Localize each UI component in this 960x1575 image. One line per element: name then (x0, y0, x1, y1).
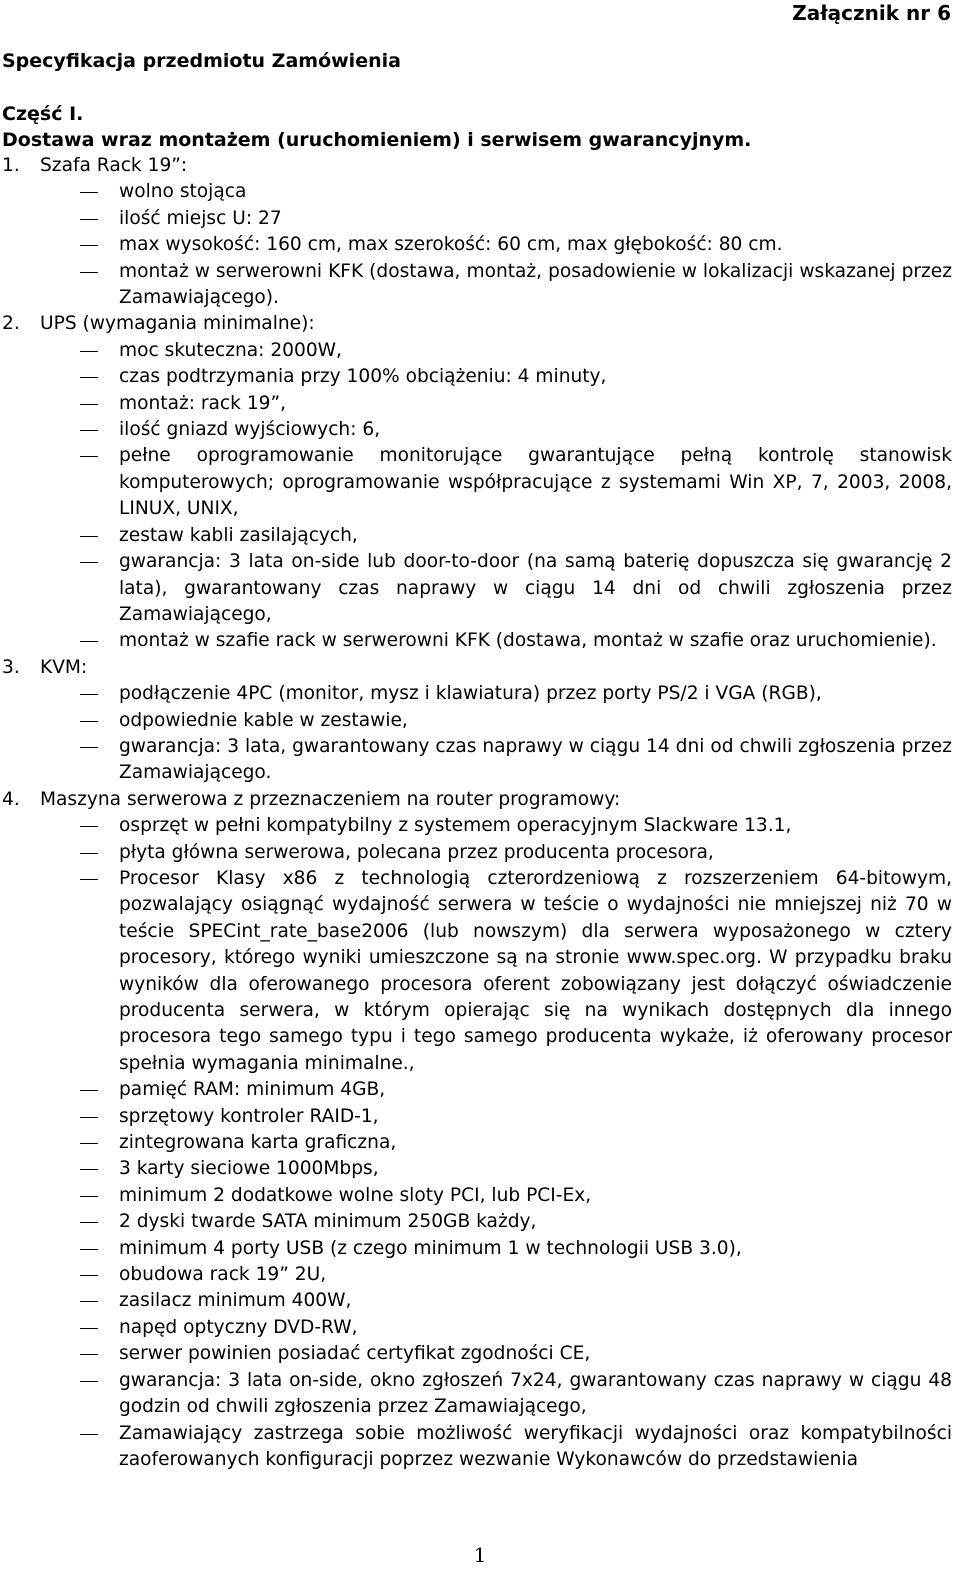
list-item (2, 549, 952, 628)
section-number: 2. (2, 313, 20, 335)
part-heading: Część I. (2, 103, 84, 125)
list-item-text: Procesor Klasy x86 z technologią czterordzeniową z rozszerzeniem 64-bitowym, pozwalający osiągnąć wydajność serwera w teście o wydajności nie mniejszej niż 70 w teście SPECint_rate_base2006 (lub nowszym) dla serwera wyposażonego w cztery procesory, którego wyniki umieszczone są na stronie www.spec.org. W przypadku braku wyników dla oferowanego procesora oferent zobowiązany jest dołączyć oświadczenie producenta serwera, w którym opierając się na wynikach dostępnych dla innego procesora tego samego typu i tego samego producenta wykaże, iż oferowany procesor spełnia wymagania minimalne., (119, 867, 952, 1074)
dash-bullet-icon (80, 456, 98, 457)
dash-bullet-icon (80, 219, 98, 220)
list-item (2, 1209, 952, 1235)
dash-bullet-icon (80, 694, 98, 695)
dash-bullet-icon (80, 747, 98, 748)
dash-bullet-icon (80, 245, 98, 246)
list-item-text: gwarancja: 3 lata, gwarantowany czas naprawy w ciągu 14 dni od chwili zgłoszenia przez Zamawiającego. (119, 735, 952, 784)
list-item-text: napęd optyczny DVD-RW, (119, 1316, 358, 1338)
dash-bullet-icon (80, 641, 98, 642)
dash-bullet-icon (80, 1090, 98, 1091)
list-item-text: sprzętowy kontroler RAID-1, (119, 1105, 379, 1127)
list-item-text: serwer powinien posiadać certyfikat zgodności CE, (119, 1343, 591, 1365)
list-item-text: obudowa rack 19” 2U, (119, 1264, 327, 1286)
document-title: Specyfikacja przedmiotu Zamówienia (2, 50, 401, 72)
dash-bullet-icon (80, 404, 98, 405)
list-item-text: płyta główna serwerowa, polecana przez producenta procesora, (119, 841, 714, 863)
list-item (2, 734, 952, 787)
dash-bullet-icon (80, 1196, 98, 1197)
dash-bullet-icon (80, 430, 98, 431)
section-heading (2, 153, 952, 179)
dash-bullet-icon (80, 853, 98, 854)
list-item-text: pamięć RAM: minimum 4GB, (119, 1079, 386, 1101)
list-item (2, 840, 952, 866)
list-item-text: gwarancja: 3 lata on-side, okno zgłoszeń 7x24, gwarantowany czas naprawy w ciągu 48 godzin od chwili zgłoszenia przez Zamawiającego, (119, 1369, 952, 1418)
list-item (2, 338, 952, 364)
section-heading (2, 311, 952, 337)
list-item (2, 1156, 952, 1182)
dash-bullet-icon (80, 826, 98, 827)
list-item (2, 1421, 952, 1474)
spec-section (2, 153, 952, 311)
list-item-text: zestaw kabli zasilających, (119, 524, 358, 546)
dash-bullet-icon (80, 1275, 98, 1276)
dash-bullet-icon (80, 1249, 98, 1250)
dash-bullet-icon (80, 1169, 98, 1170)
list-item-text: czas podtrzymania przy 100% obciążeniu: 4 minuty, (119, 366, 607, 388)
list-item-text: osprzęt w pełni kompatybilny z systemem operacyjnym Slackware 13.1, (119, 815, 792, 837)
dash-bullet-icon (80, 1354, 98, 1355)
section-heading (2, 655, 952, 681)
section-title: Maszyna serwerowa z przeznaczeniem na router programowy: (40, 788, 621, 810)
section-heading (2, 787, 952, 813)
list-item-text: ilość gniazd wyjściowych: 6, (119, 419, 381, 441)
list-item-text: wolno stojąca (119, 181, 247, 203)
list-item (2, 523, 952, 549)
list-item-text: gwarancja: 3 lata on-side lub door-to-door (na samą baterię dopuszcza się gwarancję 2 lata), gwarantowany czas naprawy w ciągu 14 dni od chwili zgłoszenia przez Zamawiającego, (119, 551, 952, 625)
list-item (2, 206, 952, 232)
list-item-text: ilość miejsc U: 27 (119, 207, 282, 229)
list-item-text: minimum 4 porty USB (z czego minimum 1 w technologii USB 3.0), (119, 1237, 742, 1259)
delivery-heading: Dostawa wraz montażem (uruchomieniem) i serwisem gwarancyjnym. (2, 129, 752, 151)
section-number: 4. (2, 788, 20, 810)
list-item (2, 259, 952, 312)
list-item-text: odpowiednie kable w zestawie, (119, 709, 408, 731)
dash-bullet-icon (80, 721, 98, 722)
list-item (2, 1315, 952, 1341)
list-item-text: montaż w szafie rack w serwerowni KFK (dostawa, montaż w szafie oraz uruchomienie). (119, 630, 937, 652)
list-item (2, 364, 952, 390)
list-item-text: zintegrowana karta graficzna, (119, 1132, 397, 1154)
list-item (2, 391, 952, 417)
specification-list (2, 153, 952, 1473)
list-item (2, 813, 952, 839)
dash-bullet-icon (80, 1117, 98, 1118)
list-item (2, 866, 952, 1077)
section-title: UPS (wymagania minimalne): (40, 313, 315, 335)
list-item-text: pełne oprogramowanie monitorujące gwarantujące pełną kontrolę stanowisk komputerowych; oprogramowanie współpracujące z systemami Win XP, 7, 2003, 2008, LINUX, UNIX, (119, 445, 952, 520)
dash-bullet-icon (80, 1222, 98, 1223)
list-item (2, 1262, 952, 1288)
section-title: Szafa Rack 19”: (40, 155, 188, 176)
list-item (2, 443, 952, 522)
spec-section (2, 655, 952, 787)
list-item-text: Zamawiający zastrzega sobie możliwość weryfikacji wydajności oraz kompatybilności zaoferowanych konfiguracji poprzez wezwanie Wykonawców do przedstawienia (119, 1422, 952, 1470)
list-item (2, 681, 952, 707)
list-item-text: montaż: rack 19”, (119, 392, 287, 414)
list-item (2, 708, 952, 734)
list-item-text: minimum 2 dodatkowe wolne sloty PCI, lub PCI-Ex, (119, 1184, 592, 1206)
list-item-text: 2 dyski twarde SATA minimum 250GB każdy, (119, 1211, 537, 1233)
dash-bullet-icon (80, 1434, 98, 1435)
page-number: 1 (473, 1543, 487, 1567)
list-item (2, 1183, 952, 1209)
list-item-text: 3 karty sieciowe 1000Mbps, (119, 1158, 379, 1180)
list-item (2, 417, 952, 443)
list-item (2, 1236, 952, 1262)
section-title: KVM: (40, 656, 88, 678)
spec-section (2, 311, 952, 654)
list-item (2, 1368, 952, 1421)
list-item (2, 1077, 952, 1103)
list-item (2, 1130, 952, 1156)
section-number: 1. (2, 155, 20, 176)
section-number: 3. (2, 656, 20, 678)
list-item (2, 628, 952, 654)
dash-bullet-icon (80, 272, 98, 273)
dash-bullet-icon (80, 351, 98, 352)
list-item (2, 1288, 952, 1314)
dash-bullet-icon (80, 1143, 98, 1144)
list-item (2, 179, 952, 205)
dash-bullet-icon (80, 879, 98, 880)
attachment-label: Załącznik nr 6 (792, 1, 951, 25)
dash-bullet-icon (80, 1381, 98, 1382)
dash-bullet-icon (80, 192, 98, 193)
dash-bullet-icon (80, 536, 98, 537)
list-item (2, 1341, 952, 1367)
dash-bullet-icon (80, 1328, 98, 1329)
list-item-text: moc skuteczna: 2000W, (119, 339, 342, 361)
list-item-text: zasilacz minimum 400W, (119, 1290, 352, 1312)
dash-bullet-icon (80, 1301, 98, 1302)
list-item-text: podłączenie 4PC (monitor, mysz i klawiatura) przez porty PS/2 i VGA (RGB), (119, 683, 822, 705)
dash-bullet-icon (80, 562, 98, 563)
dash-bullet-icon (80, 377, 98, 378)
list-item-text: max wysokość: 160 cm, max szerokość: 60 cm, max głębokość: 80 cm. (119, 234, 783, 256)
spec-section (2, 787, 952, 1474)
list-item-text: montaż w serwerowni KFK (dostawa, montaż, posadowienie w lokalizacji wskazanej przez Zamawiającego). (119, 260, 952, 309)
list-item (2, 1104, 952, 1130)
list-item (2, 232, 952, 258)
